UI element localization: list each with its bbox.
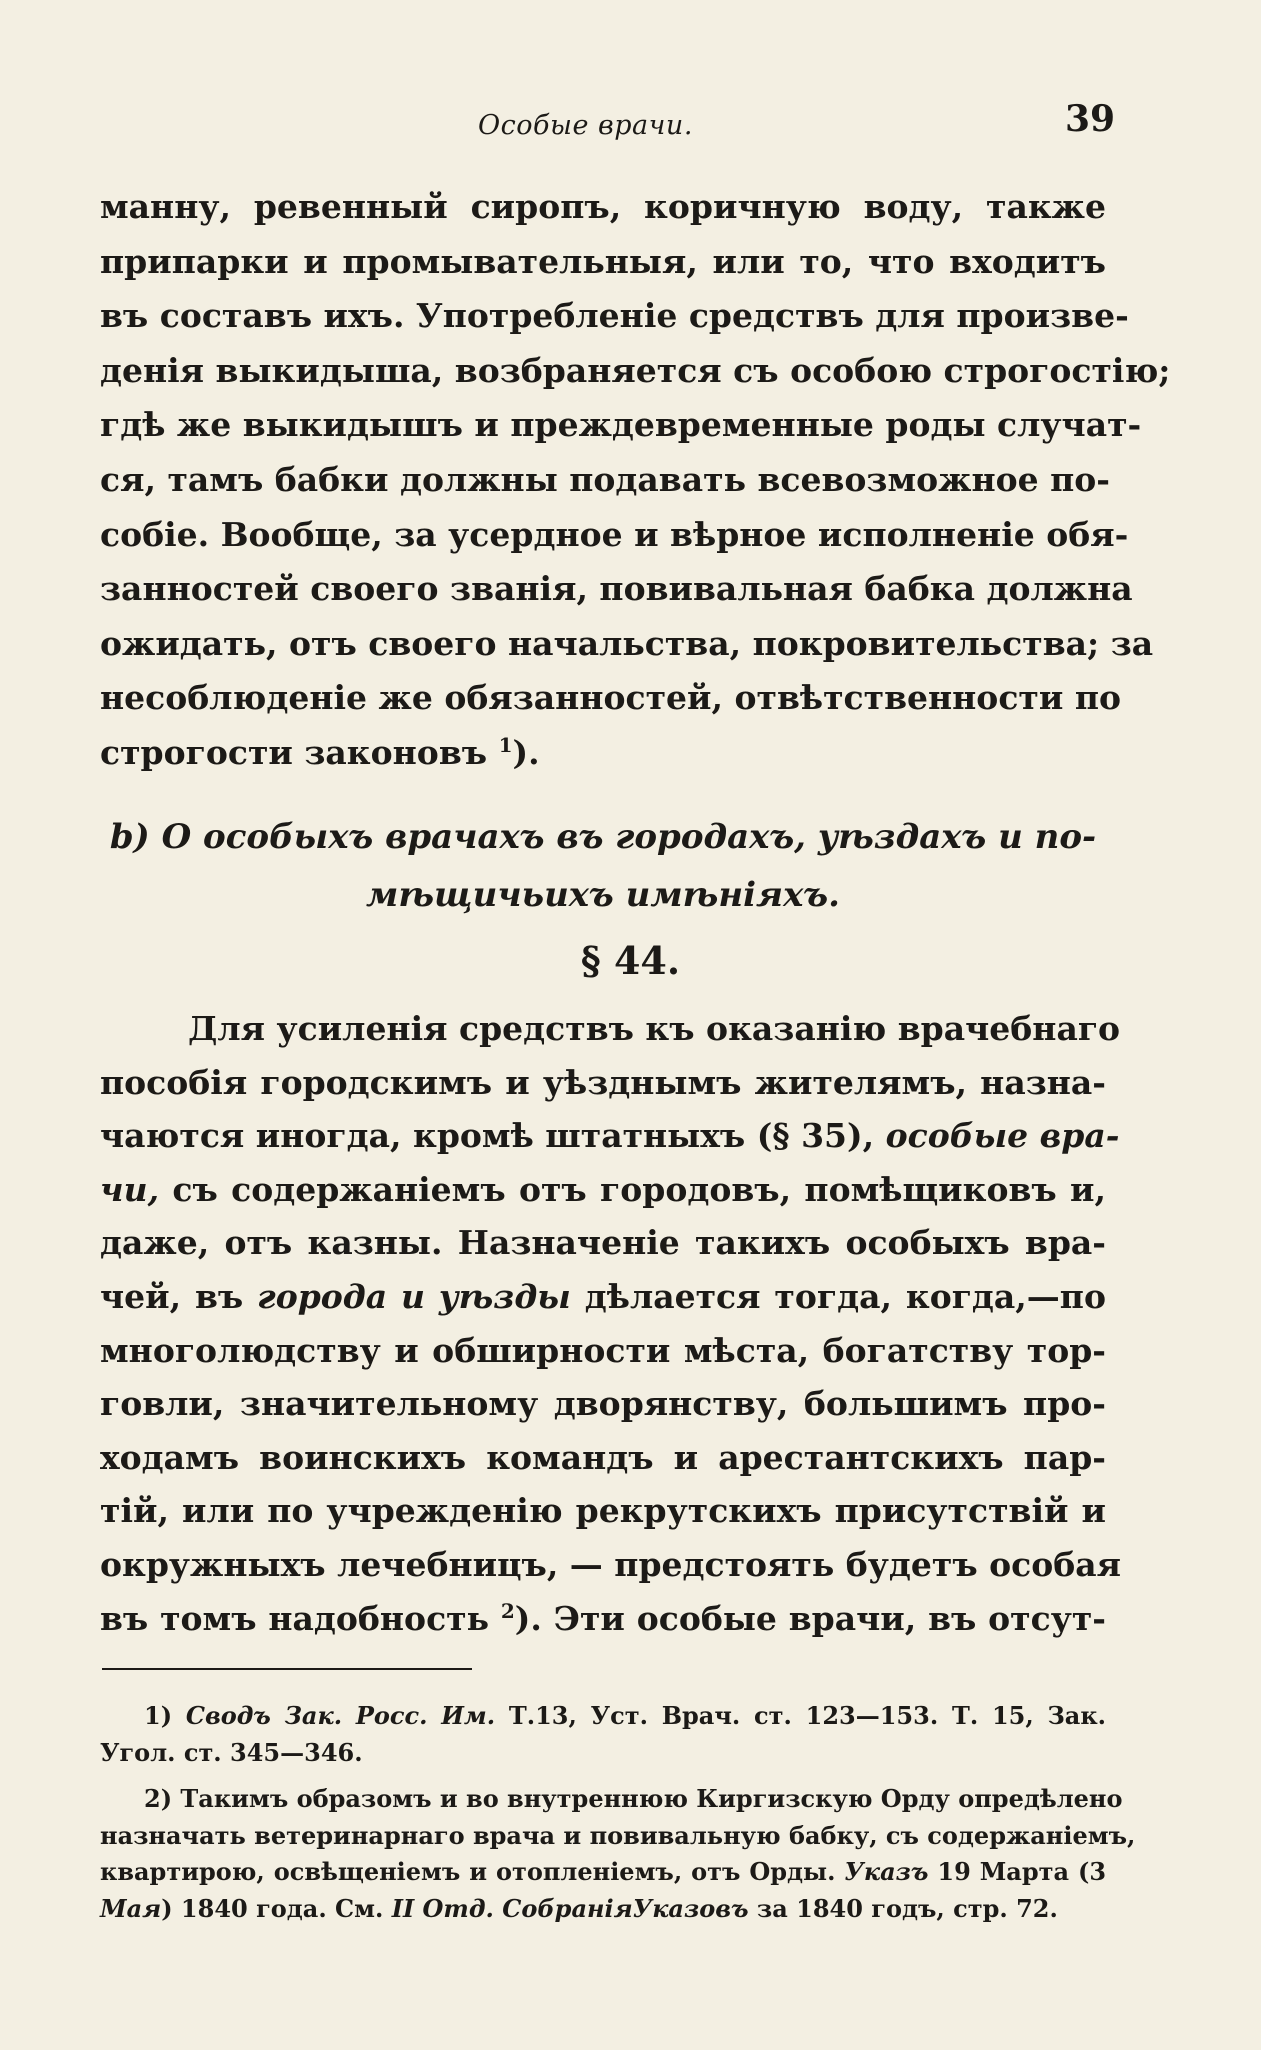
running-head (0, 98, 1261, 148)
italic-source: Указъ (844, 1857, 929, 1886)
text-line (100, 1270, 1106, 1324)
text-line: многолюдству и обширности мѣста, богатству тор- (100, 1330, 1106, 1370)
text-line (100, 1592, 1106, 1646)
footnote-ref: 2 (500, 1598, 515, 1623)
text-line: манну, ревенный сиропъ, коричную воду, также (100, 187, 1106, 226)
text-line: пособія городскимъ и уѣзднымъ жителямъ, назна- (100, 1062, 1106, 1102)
text-line (100, 1891, 1106, 1928)
paragraph-number: § 44. (580, 938, 681, 983)
text-line: гдѣ же выкидышъ и преждевременные роды случат- (100, 405, 1142, 445)
paragraph-continuation (100, 180, 1171, 781)
page-number: 39 (1065, 98, 1116, 140)
text-line: назначать ветеринарнаго врача и повивальную бабку, съ содержаніемъ, (100, 1820, 1136, 1850)
text-line: собіе. Вообще, за усердное и вѣрное исполненіе обя- (100, 514, 1129, 554)
text-line: даже, отъ казны. Назначеніе такихъ особыхъ вра- (100, 1223, 1106, 1263)
footnote-divider (102, 1668, 472, 1670)
text-segment: съ содержаніемъ отъ городовъ, помѣщиковъ и, (172, 1169, 1106, 1209)
text-line: окружныхъ лечебницъ, — предстоять будетъ особая (100, 1544, 1122, 1584)
text-segment: ). Эти особые врачи, въ отсут- (514, 1598, 1106, 1638)
italic-term: особые вра- (885, 1116, 1120, 1156)
section-heading-line1 (100, 808, 1106, 866)
italic-source: II Отд. СобранiяУказовъ (391, 1893, 749, 1923)
text-line (100, 1854, 1106, 1891)
text-line-last (100, 726, 1106, 781)
text-line (100, 1163, 1106, 1217)
text-segment: ) 1840 года. См. (161, 1893, 384, 1923)
text-segment: въ томъ надобность (100, 1598, 490, 1638)
text-line: несоблюденіе же обязанностей, отвѣтственности по (100, 678, 1121, 718)
footnote-2 (100, 1781, 1136, 1927)
footnote-number: 2) (144, 1784, 173, 1813)
italic-term: чи, (100, 1169, 160, 1209)
text-segment: чей, въ (100, 1276, 244, 1316)
text-line: денія выкидыша, возбраняется съ особою строгостію; (100, 350, 1171, 390)
section-heading (100, 808, 1106, 924)
text-line (100, 1698, 1106, 1735)
text-line: говли, значительному дворянству, большимъ про- (100, 1384, 1106, 1424)
text-segment: квартирою, освѣщеніемъ и отопленіемъ, отъ Орды. (100, 1857, 836, 1886)
text-segment: ). (512, 732, 540, 772)
italic-source: Сводъ Зак. Росс. Им. (185, 1701, 496, 1730)
text-line (100, 1781, 1123, 1818)
text-line: Угол. ст. 345—346. (100, 1737, 363, 1767)
text-segment: чаются иногда, кромѣ штатныхъ (§ 35), (100, 1116, 875, 1156)
text-segment: Т.13, Уст. Врач. ст. 123—153. Т. 15, Зак. (508, 1701, 1107, 1730)
text-line: ся, тамъ бабки должны подавать всевозможное по- (100, 459, 1110, 499)
text-segment: Такимъ образомъ и во внутреннюю Киргизскую Орду опредѣлено (180, 1784, 1123, 1813)
italic-source: Мая (100, 1893, 162, 1923)
heading-text: О особыхъ врачахъ въ городахъ, уѣздахъ и по- (161, 817, 1097, 857)
section-heading-line2: мѣщичьихъ имѣніяхъ. (366, 875, 840, 915)
footnotes (100, 1698, 1136, 1937)
text-segment: за 1840 годъ, стр. 72. (756, 1893, 1058, 1923)
text-line: въ составъ ихъ. Употребленіе средствъ для произве- (100, 296, 1129, 336)
paragraph-44 (100, 1002, 1122, 1645)
footnote-ref: 1 (498, 732, 513, 757)
text-line: ожидать, отъ своего начальства, покровительства; за (100, 623, 1154, 663)
footnote-1 (100, 1698, 1106, 1771)
text-segment: дѣлается тогда, когда,—по (584, 1276, 1106, 1316)
text-line: ходамъ воинскихъ командъ и арестантскихъ пар- (100, 1437, 1106, 1477)
italic-term: города и уѣзды (257, 1276, 571, 1316)
text-line (100, 1109, 1120, 1163)
text-segment: строгости законовъ (100, 732, 488, 772)
text-line: тій, или по учрежденію рекрутскихъ присутствій и (100, 1491, 1106, 1531)
section-letter: b) (109, 817, 150, 857)
running-title: Особые врачи. (478, 110, 693, 141)
footnote-number: 1) (144, 1701, 173, 1730)
text-line: припарки и промывательныя, или то, что входитъ (100, 241, 1106, 281)
text-line: Для усиленія средствъ къ оказанію врачебнаго (188, 1009, 1121, 1048)
text-line: занностей своего званія, повивальная бабка должна (100, 569, 1133, 609)
text-segment: 19 Марта (3 (937, 1857, 1107, 1886)
